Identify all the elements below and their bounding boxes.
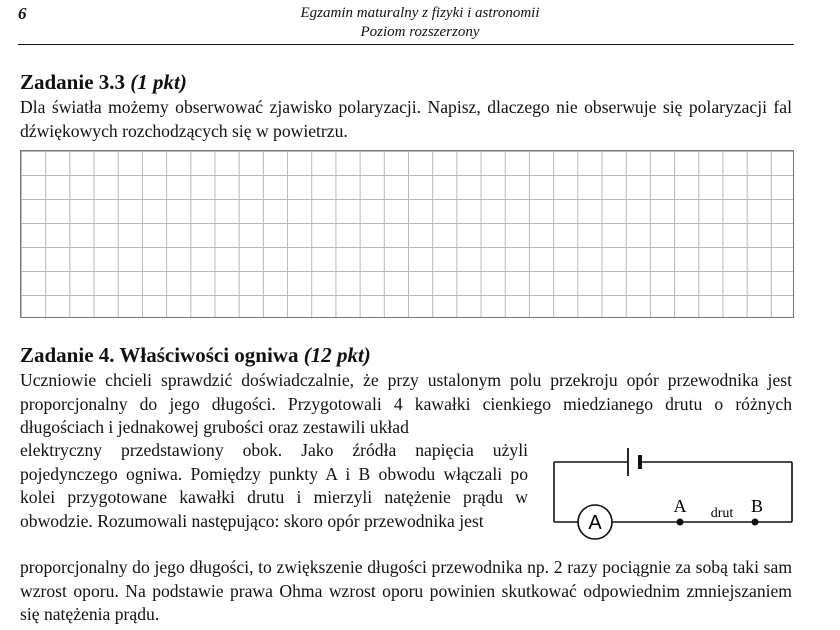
point-a-label: A bbox=[673, 496, 687, 516]
task-4-paragraph: Uczniowie chcieli sprawdzić doświadczalnie, że przy ustalonym polu przekroju opór przewodnika jest proporcjonalny do jego długości. Przygotowali 4 kawałki cienkiego miedzianego drutu o różnych długościach i jednakowej grubości oraz zestawili układ bbox=[20, 370, 792, 437]
header-divider bbox=[18, 44, 794, 45]
task-4-paragraph-beside-figure: elektryczny przedstawiony obok. Jako źródła napięcia użyli pojedynczego ogniwa. Pomiędzy punkty A i B obwodu włączali po kolei przygotowane kawałki drutu i mierzyli natężenie prądu w obwodzie. Rozumowali następująco: skoro opór przewodnika jest bbox=[20, 440, 528, 531]
task-4-points: (12 pkt) bbox=[303, 343, 371, 367]
circuit-diagram bbox=[548, 442, 798, 542]
exam-title: Egzamin maturalny z fizyki i astronomii bbox=[300, 5, 540, 21]
task-3-3-points: (1 pkt) bbox=[130, 70, 187, 94]
ammeter-label: A bbox=[588, 512, 602, 534]
page-header bbox=[0, 4, 840, 42]
task-4-paragraph-continued: proporcjonalny do jego długości, to zwiększenie długości przewodnika np. 2 razy pociągnie za sobą taki sam wzrost oporu. Na podstawie prawa Ohma wzrost oporu powinien skutkować odpowiednim zmniejszaniem się natężenia prądu. bbox=[20, 557, 792, 624]
point-a-dot bbox=[677, 519, 684, 526]
task-4-heading bbox=[20, 343, 371, 367]
exam-level: Poziom rozszerzony bbox=[360, 24, 480, 40]
answer-grid[interactable] bbox=[20, 150, 794, 318]
task-3-3-title: Zadanie 3.3 bbox=[20, 70, 126, 94]
point-b-label: B bbox=[750, 496, 764, 516]
point-b-dot bbox=[752, 519, 759, 526]
wire-label: drut bbox=[710, 506, 734, 521]
task-3-3-heading bbox=[20, 70, 187, 94]
task-4-title: Zadanie 4. Właściwości ogniwa bbox=[20, 343, 299, 367]
page-number: 6 bbox=[18, 4, 27, 23]
task-3-3-text: Dla światła możemy obserwować zjawisko polaryzacji. Napisz, dlaczego nie obserwuje się polaryzacji fal dźwiękowych rozchodzących się w powietrzu. bbox=[20, 97, 792, 141]
